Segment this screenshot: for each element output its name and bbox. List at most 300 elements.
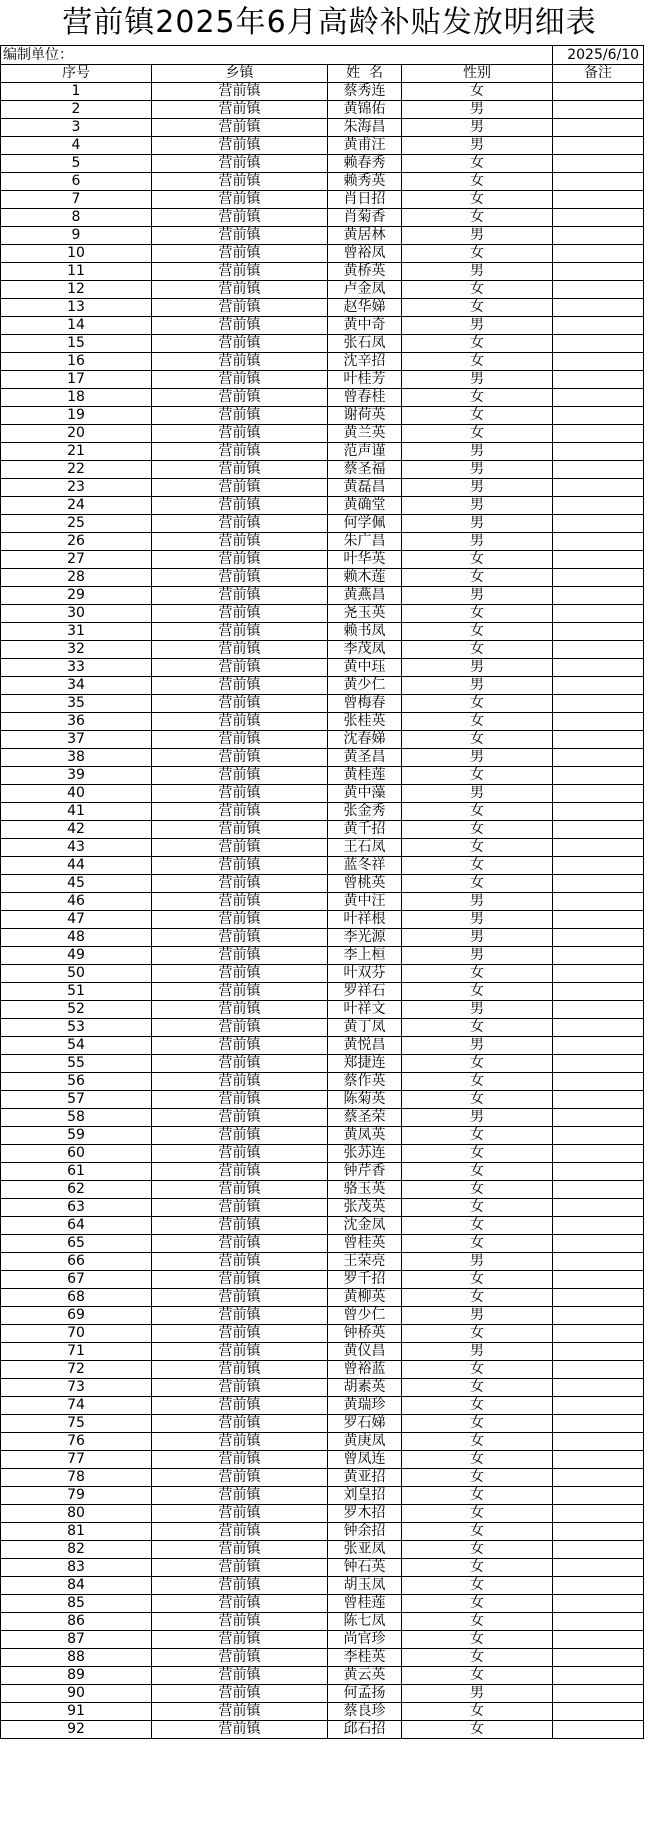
cell-seq: 60 <box>1 1145 152 1163</box>
cell-remark <box>553 623 644 641</box>
cell-name: 曾少仁 <box>328 1307 402 1325</box>
cell-gender: 女 <box>402 1433 553 1451</box>
cell-seq: 50 <box>1 965 152 983</box>
cell-town: 营前镇 <box>152 929 328 947</box>
cell-gender: 女 <box>402 335 553 353</box>
cell-name: 沈春娣 <box>328 731 402 749</box>
cell-town: 营前镇 <box>152 587 328 605</box>
cell-remark <box>553 1073 644 1091</box>
table-row <box>1 1145 644 1163</box>
table-row <box>1 389 644 407</box>
cell-seq: 14 <box>1 317 152 335</box>
cell-gender: 女 <box>402 1019 553 1037</box>
cell-seq: 51 <box>1 983 152 1001</box>
table-row <box>1 443 644 461</box>
cell-gender: 男 <box>402 101 553 119</box>
cell-seq: 62 <box>1 1181 152 1199</box>
cell-name: 罗千招 <box>328 1271 402 1289</box>
cell-town: 营前镇 <box>152 695 328 713</box>
cell-seq: 29 <box>1 587 152 605</box>
cell-name: 蔡秀连 <box>328 83 402 101</box>
cell-town: 营前镇 <box>152 1199 328 1217</box>
cell-town: 营前镇 <box>152 191 328 209</box>
header-gender: 性别 <box>402 65 553 83</box>
cell-name: 卢金凤 <box>328 281 402 299</box>
cell-gender: 男 <box>402 1685 553 1703</box>
cell-remark <box>553 353 644 371</box>
cell-remark <box>553 1523 644 1541</box>
cell-town: 营前镇 <box>152 1667 328 1685</box>
cell-seq: 80 <box>1 1505 152 1523</box>
cell-name: 郑捷连 <box>328 1055 402 1073</box>
cell-remark <box>553 1559 644 1577</box>
cell-gender: 男 <box>402 1109 553 1127</box>
cell-town: 营前镇 <box>152 1505 328 1523</box>
cell-town: 营前镇 <box>152 263 328 281</box>
cell-gender: 女 <box>402 1379 553 1397</box>
table-row <box>1 1181 644 1199</box>
cell-gender: 男 <box>402 227 553 245</box>
cell-name: 黄丁凤 <box>328 1019 402 1037</box>
cell-seq: 27 <box>1 551 152 569</box>
cell-gender: 男 <box>402 515 553 533</box>
cell-seq: 26 <box>1 533 152 551</box>
cell-town: 营前镇 <box>152 965 328 983</box>
table-row <box>1 1361 644 1379</box>
table-row <box>1 947 644 965</box>
cell-seq: 48 <box>1 929 152 947</box>
cell-gender: 女 <box>402 281 553 299</box>
cell-gender: 女 <box>402 1145 553 1163</box>
cell-seq: 34 <box>1 677 152 695</box>
cell-gender: 女 <box>402 1181 553 1199</box>
cell-remark <box>553 605 644 623</box>
cell-seq: 56 <box>1 1073 152 1091</box>
cell-remark <box>553 1001 644 1019</box>
cell-seq: 52 <box>1 1001 152 1019</box>
cell-town: 营前镇 <box>152 407 328 425</box>
cell-remark <box>553 659 644 677</box>
cell-remark <box>553 1163 644 1181</box>
cell-remark <box>553 1091 644 1109</box>
cell-town: 营前镇 <box>152 515 328 533</box>
cell-name: 黄庚凤 <box>328 1433 402 1451</box>
cell-town: 营前镇 <box>152 911 328 929</box>
table-row <box>1 1649 644 1667</box>
cell-remark <box>553 191 644 209</box>
cell-name: 钟桥英 <box>328 1325 402 1343</box>
cell-remark <box>553 1487 644 1505</box>
cell-gender: 女 <box>402 965 553 983</box>
cell-gender: 女 <box>402 1613 553 1631</box>
cell-gender: 男 <box>402 659 553 677</box>
cell-name: 黄中珏 <box>328 659 402 677</box>
cell-name: 曾桂英 <box>328 1235 402 1253</box>
cell-gender: 男 <box>402 911 553 929</box>
cell-town: 营前镇 <box>152 1145 328 1163</box>
cell-gender: 男 <box>402 317 553 335</box>
cell-town: 营前镇 <box>152 371 328 389</box>
cell-name: 何孟扬 <box>328 1685 402 1703</box>
cell-name: 黄中藻 <box>328 785 402 803</box>
cell-seq: 39 <box>1 767 152 785</box>
cell-remark <box>553 821 644 839</box>
table-row <box>1 1271 644 1289</box>
cell-town: 营前镇 <box>152 785 328 803</box>
cell-gender: 男 <box>402 137 553 155</box>
cell-seq: 70 <box>1 1325 152 1343</box>
cell-remark <box>553 389 644 407</box>
cell-seq: 20 <box>1 425 152 443</box>
cell-gender: 女 <box>402 1631 553 1649</box>
cell-gender: 女 <box>402 569 553 587</box>
table-row <box>1 1289 644 1307</box>
cell-seq: 81 <box>1 1523 152 1541</box>
cell-town: 营前镇 <box>152 479 328 497</box>
cell-remark <box>553 263 644 281</box>
cell-remark <box>553 1595 644 1613</box>
table-row <box>1 479 644 497</box>
cell-seq: 40 <box>1 785 152 803</box>
cell-town: 营前镇 <box>152 1001 328 1019</box>
cell-name: 曾裕蓝 <box>328 1361 402 1379</box>
cell-remark <box>553 1541 644 1559</box>
cell-town: 营前镇 <box>152 1451 328 1469</box>
cell-town: 营前镇 <box>152 1091 328 1109</box>
cell-remark <box>553 1037 644 1055</box>
cell-gender: 女 <box>402 1487 553 1505</box>
cell-remark <box>553 335 644 353</box>
cell-seq: 63 <box>1 1199 152 1217</box>
cell-remark <box>553 1721 644 1739</box>
cell-name: 罗木招 <box>328 1505 402 1523</box>
table-row <box>1 515 644 533</box>
cell-name: 黄少仁 <box>328 677 402 695</box>
table-row <box>1 713 644 731</box>
cell-remark <box>553 965 644 983</box>
table-row <box>1 425 644 443</box>
table-row <box>1 101 644 119</box>
cell-seq: 35 <box>1 695 152 713</box>
cell-seq: 18 <box>1 389 152 407</box>
cell-name: 尚官珍 <box>328 1631 402 1649</box>
table-row <box>1 1721 644 1739</box>
cell-seq: 91 <box>1 1703 152 1721</box>
cell-name: 赖书凤 <box>328 623 402 641</box>
cell-remark <box>553 227 644 245</box>
cell-remark <box>553 947 644 965</box>
cell-seq: 65 <box>1 1235 152 1253</box>
cell-gender: 女 <box>402 1541 553 1559</box>
cell-seq: 78 <box>1 1469 152 1487</box>
table-row <box>1 1595 644 1613</box>
cell-remark <box>553 1271 644 1289</box>
cell-name: 钟余招 <box>328 1523 402 1541</box>
cell-remark <box>553 317 644 335</box>
cell-seq: 17 <box>1 371 152 389</box>
cell-gender: 男 <box>402 947 553 965</box>
cell-gender: 女 <box>402 821 553 839</box>
cell-remark <box>553 497 644 515</box>
cell-name: 赖秀英 <box>328 173 402 191</box>
cell-gender: 女 <box>402 551 553 569</box>
cell-name: 张金秀 <box>328 803 402 821</box>
cell-remark <box>553 281 644 299</box>
cell-remark <box>553 1181 644 1199</box>
cell-gender: 男 <box>402 533 553 551</box>
table-row <box>1 209 644 227</box>
table-row <box>1 1541 644 1559</box>
cell-remark <box>553 155 644 173</box>
cell-name: 王荣亮 <box>328 1253 402 1271</box>
table-row <box>1 911 644 929</box>
cell-seq: 11 <box>1 263 152 281</box>
cell-remark <box>553 1451 644 1469</box>
table-row <box>1 1019 644 1037</box>
table-row <box>1 1433 644 1451</box>
table-row <box>1 407 644 425</box>
cell-seq: 9 <box>1 227 152 245</box>
cell-seq: 53 <box>1 1019 152 1037</box>
cell-gender: 男 <box>402 371 553 389</box>
cell-remark <box>553 857 644 875</box>
cell-name: 刘皇招 <box>328 1487 402 1505</box>
cell-name: 骆玉英 <box>328 1181 402 1199</box>
table-row <box>1 137 644 155</box>
cell-name: 罗祥石 <box>328 983 402 1001</box>
cell-town: 营前镇 <box>152 767 328 785</box>
table-row <box>1 1307 644 1325</box>
cell-seq: 72 <box>1 1361 152 1379</box>
cell-name: 蔡圣福 <box>328 461 402 479</box>
cell-town: 营前镇 <box>152 1055 328 1073</box>
cell-remark <box>553 1199 644 1217</box>
header-row <box>1 65 644 83</box>
cell-seq: 57 <box>1 1091 152 1109</box>
cell-name: 黄甫汪 <box>328 137 402 155</box>
cell-town: 营前镇 <box>152 1469 328 1487</box>
cell-name: 黄兰英 <box>328 425 402 443</box>
table-row <box>1 83 644 101</box>
cell-town: 营前镇 <box>152 569 328 587</box>
table-row <box>1 1487 644 1505</box>
cell-seq: 8 <box>1 209 152 227</box>
cell-remark <box>553 875 644 893</box>
cell-gender: 女 <box>402 407 553 425</box>
cell-town: 营前镇 <box>152 623 328 641</box>
table-row <box>1 767 644 785</box>
table-row <box>1 1469 644 1487</box>
cell-seq: 22 <box>1 461 152 479</box>
cell-town: 营前镇 <box>152 1703 328 1721</box>
cell-town: 营前镇 <box>152 1235 328 1253</box>
cell-remark <box>553 1145 644 1163</box>
cell-town: 营前镇 <box>152 1415 328 1433</box>
cell-gender: 女 <box>402 389 553 407</box>
cell-town: 营前镇 <box>152 1073 328 1091</box>
cell-town: 营前镇 <box>152 119 328 137</box>
cell-name: 李光源 <box>328 929 402 947</box>
cell-remark <box>553 443 644 461</box>
cell-name: 尧玉英 <box>328 605 402 623</box>
table-row <box>1 587 644 605</box>
cell-town: 营前镇 <box>152 101 328 119</box>
cell-name: 曾桃英 <box>328 875 402 893</box>
cell-name: 赵华娣 <box>328 299 402 317</box>
table-row <box>1 353 644 371</box>
cell-remark <box>553 911 644 929</box>
cell-name: 赖木莲 <box>328 569 402 587</box>
cell-seq: 83 <box>1 1559 152 1577</box>
cell-remark <box>553 1703 644 1721</box>
cell-name: 胡素英 <box>328 1379 402 1397</box>
table-row <box>1 1325 644 1343</box>
cell-remark <box>553 731 644 749</box>
cell-name: 曾梅春 <box>328 695 402 713</box>
table-row <box>1 1253 644 1271</box>
cell-remark <box>553 101 644 119</box>
table-row <box>1 1235 644 1253</box>
cell-town: 营前镇 <box>152 425 328 443</box>
cell-name: 黄燕昌 <box>328 587 402 605</box>
cell-seq: 36 <box>1 713 152 731</box>
table-row <box>1 569 644 587</box>
cell-gender: 男 <box>402 443 553 461</box>
cell-name: 张苏连 <box>328 1145 402 1163</box>
table-row <box>1 1685 644 1703</box>
cell-seq: 44 <box>1 857 152 875</box>
cell-name: 沈金凤 <box>328 1217 402 1235</box>
cell-gender: 男 <box>402 461 553 479</box>
cell-remark <box>553 1307 644 1325</box>
cell-gender: 女 <box>402 623 553 641</box>
cell-seq: 82 <box>1 1541 152 1559</box>
cell-town: 营前镇 <box>152 1631 328 1649</box>
table-row <box>1 1523 644 1541</box>
cell-gender: 女 <box>402 1199 553 1217</box>
cell-seq: 85 <box>1 1595 152 1613</box>
cell-name: 邱石招 <box>328 1721 402 1739</box>
page-title: 营前镇2025年6月高龄补贴发放明细表 <box>62 5 597 40</box>
table-row <box>1 839 644 857</box>
cell-seq: 74 <box>1 1397 152 1415</box>
cell-town: 营前镇 <box>152 1487 328 1505</box>
cell-name: 李茂凤 <box>328 641 402 659</box>
cell-town: 营前镇 <box>152 1019 328 1037</box>
cell-gender: 女 <box>402 875 553 893</box>
cell-seq: 15 <box>1 335 152 353</box>
cell-seq: 6 <box>1 173 152 191</box>
cell-town: 营前镇 <box>152 1289 328 1307</box>
cell-name: 曾桂莲 <box>328 1595 402 1613</box>
cell-seq: 86 <box>1 1613 152 1631</box>
cell-town: 营前镇 <box>152 281 328 299</box>
cell-gender: 女 <box>402 713 553 731</box>
cell-name: 罗石娣 <box>328 1415 402 1433</box>
cell-seq: 67 <box>1 1271 152 1289</box>
cell-remark <box>553 173 644 191</box>
cell-town: 营前镇 <box>152 1613 328 1631</box>
table-row <box>1 119 644 137</box>
cell-seq: 54 <box>1 1037 152 1055</box>
table-row <box>1 1577 644 1595</box>
cell-remark <box>553 209 644 227</box>
cell-remark <box>553 929 644 947</box>
header-remark: 备注 <box>553 65 644 83</box>
table-row <box>1 875 644 893</box>
cell-remark <box>553 641 644 659</box>
cell-seq: 61 <box>1 1163 152 1181</box>
cell-remark <box>553 1433 644 1451</box>
cell-gender: 女 <box>402 1505 553 1523</box>
cell-gender: 女 <box>402 1397 553 1415</box>
cell-town: 营前镇 <box>152 299 328 317</box>
cell-seq: 79 <box>1 1487 152 1505</box>
cell-seq: 84 <box>1 1577 152 1595</box>
cell-name: 曾裕凤 <box>328 245 402 263</box>
cell-seq: 28 <box>1 569 152 587</box>
cell-name: 王石凤 <box>328 839 402 857</box>
cell-remark <box>553 767 644 785</box>
cell-town: 营前镇 <box>152 875 328 893</box>
cell-gender: 女 <box>402 641 553 659</box>
table-row <box>1 731 644 749</box>
cell-town: 营前镇 <box>152 1361 328 1379</box>
cell-town: 营前镇 <box>152 1217 328 1235</box>
table-row <box>1 299 644 317</box>
cell-gender: 男 <box>402 119 553 137</box>
table-row <box>1 803 644 821</box>
cell-town: 营前镇 <box>152 1379 328 1397</box>
cell-remark <box>553 803 644 821</box>
cell-remark <box>553 1577 644 1595</box>
cell-remark <box>553 479 644 497</box>
cell-town: 营前镇 <box>152 803 328 821</box>
cell-gender: 女 <box>402 299 553 317</box>
cell-gender: 女 <box>402 1271 553 1289</box>
cell-gender: 男 <box>402 1253 553 1271</box>
cell-remark <box>553 1397 644 1415</box>
cell-remark <box>553 1325 644 1343</box>
cell-remark <box>553 1127 644 1145</box>
cell-remark <box>553 1667 644 1685</box>
cell-town: 营前镇 <box>152 461 328 479</box>
cell-seq: 25 <box>1 515 152 533</box>
cell-seq: 68 <box>1 1289 152 1307</box>
cell-remark <box>553 1631 644 1649</box>
cell-gender: 女 <box>402 209 553 227</box>
table-row <box>1 1109 644 1127</box>
cell-town: 营前镇 <box>152 317 328 335</box>
cell-remark <box>553 839 644 857</box>
cell-town: 营前镇 <box>152 1307 328 1325</box>
cell-town: 营前镇 <box>152 335 328 353</box>
cell-seq: 64 <box>1 1217 152 1235</box>
cell-name: 叶双芬 <box>328 965 402 983</box>
cell-remark <box>553 407 644 425</box>
cell-town: 营前镇 <box>152 1523 328 1541</box>
cell-town: 营前镇 <box>152 749 328 767</box>
cell-gender: 男 <box>402 479 553 497</box>
cell-town: 营前镇 <box>152 1325 328 1343</box>
cell-name: 陈七凤 <box>328 1613 402 1631</box>
cell-name: 朱海昌 <box>328 119 402 137</box>
cell-seq: 59 <box>1 1127 152 1145</box>
header-seq: 序号 <box>1 65 152 83</box>
table-row <box>1 983 644 1001</box>
cell-name: 张桂英 <box>328 713 402 731</box>
table-row <box>1 1613 644 1631</box>
